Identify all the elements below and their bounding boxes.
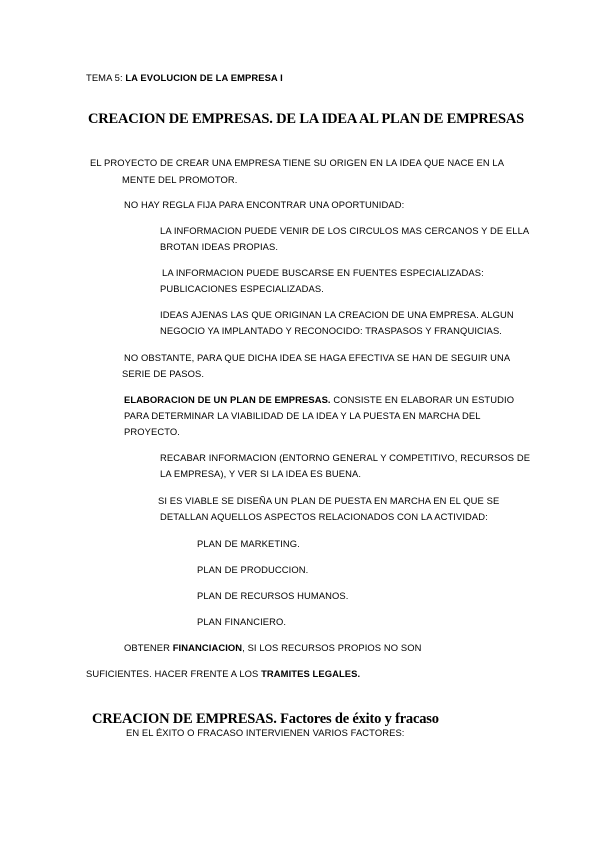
topic-line bbox=[86, 72, 283, 84]
suficientes-pre: SUFICIENTES. HACER FRENTE A LOS bbox=[86, 668, 262, 679]
info3-line-1: IDEAS AJENAS LAS QUE ORIGINAN LA CREACION DE UNA EMPRESA. ALGUN bbox=[160, 309, 514, 320]
obtener-post: , SI LOS RECURSOS PROPIOS NO SON bbox=[242, 642, 422, 653]
info2-line-2: PUBLICACIONES ESPECIALIZADAS. bbox=[160, 283, 324, 294]
section1-heading: CREACION DE EMPRESAS. DE LA IDEA AL PLAN DE EMPRESAS bbox=[88, 111, 524, 127]
obtener-pre: OBTENER bbox=[124, 642, 173, 653]
topic-title: LA EVOLUCION DE LA EMPRESA I bbox=[125, 72, 283, 83]
obtener-line bbox=[124, 642, 421, 654]
plan-item-financiero: PLAN FINANCIERO. bbox=[197, 616, 287, 627]
intro-line-1: EL PROYECTO DE CREAR UNA EMPRESA TIENE SU ORIGEN EN LA IDEA QUE NACE EN LA bbox=[90, 157, 505, 168]
obtener-bold: FINANCIACION bbox=[172, 642, 243, 653]
viable-line-1: SI ES VIABLE SE DISEÑA UN PLAN DE PUESTA EN MARCHA EN EL QUE SE bbox=[158, 495, 500, 506]
plan-item-marketing: PLAN DE MARKETING. bbox=[197, 538, 300, 549]
plan-line-3: PROYECTO. bbox=[124, 426, 180, 437]
info1-line-2: BROTAN IDEAS PROPIAS. bbox=[160, 241, 279, 252]
info2-line-1: LA INFORMACION PUEDE BUSCARSE EN FUENTES ESPECIALIZADAS: bbox=[162, 267, 484, 278]
intro-line-2: MENTE DEL PROMOTOR. bbox=[122, 174, 238, 185]
topic-prefix: TEMA 5: bbox=[86, 72, 126, 83]
plan-line-1 bbox=[124, 394, 514, 406]
recabar-line-1: RECABAR INFORMACION (ENTORNO GENERAL Y COMPETITIVO, RECURSOS DE bbox=[160, 452, 531, 463]
suficientes-bold: TRAMITES LEGALES. bbox=[261, 668, 361, 679]
info3-line-2: NEGOCIO YA IMPLANTADO Y RECONOCIDO: TRASPASOS Y FRANQUICIAS. bbox=[160, 325, 503, 336]
recabar-line-2: LA EMPRESA), Y VER SI LA IDEA ES BUENA. bbox=[160, 468, 362, 479]
no-rule-line: NO HAY REGLA FIJA PARA ENCONTRAR UNA OPORTUNIDAD: bbox=[124, 199, 405, 210]
plan-item-produccion: PLAN DE PRODUCCION. bbox=[197, 564, 309, 575]
suficientes-line bbox=[86, 668, 360, 680]
plan-bold: ELABORACION DE UN PLAN DE EMPRESAS. bbox=[124, 394, 331, 405]
plan-item-recursos-humanos: PLAN DE RECURSOS HUMANOS. bbox=[197, 590, 349, 601]
no-obstante-line-2: SERIE DE PASOS. bbox=[122, 368, 205, 379]
plan-rest: CONSISTE EN ELABORAR UN ESTUDIO bbox=[330, 394, 515, 405]
viable-line-2: DETALLAN AQUELLOS ASPECTOS RELACIONADOS CON LA ACTIVIDAD: bbox=[160, 511, 488, 522]
no-obstante-line-1: NO OBSTANTE, PARA QUE DICHA IDEA SE HAGA EFECTIVA SE HAN DE SEGUIR UNA bbox=[124, 352, 511, 363]
section2-heading: CREACION DE EMPRESAS. Factores de éxito y fracaso bbox=[92, 711, 439, 727]
info1-line-1: LA INFORMACION PUEDE VENIR DE LOS CIRCULOS MAS CERCANOS Y DE ELLA bbox=[160, 225, 530, 236]
section2-intro: EN EL ÉXITO O FRACASO INTERVIENEN VARIOS FACTORES: bbox=[126, 727, 405, 738]
plan-line-2: PARA DETERMINAR LA VIABILIDAD DE LA IDEA Y LA PUESTA EN MARCHA DEL bbox=[124, 410, 481, 421]
